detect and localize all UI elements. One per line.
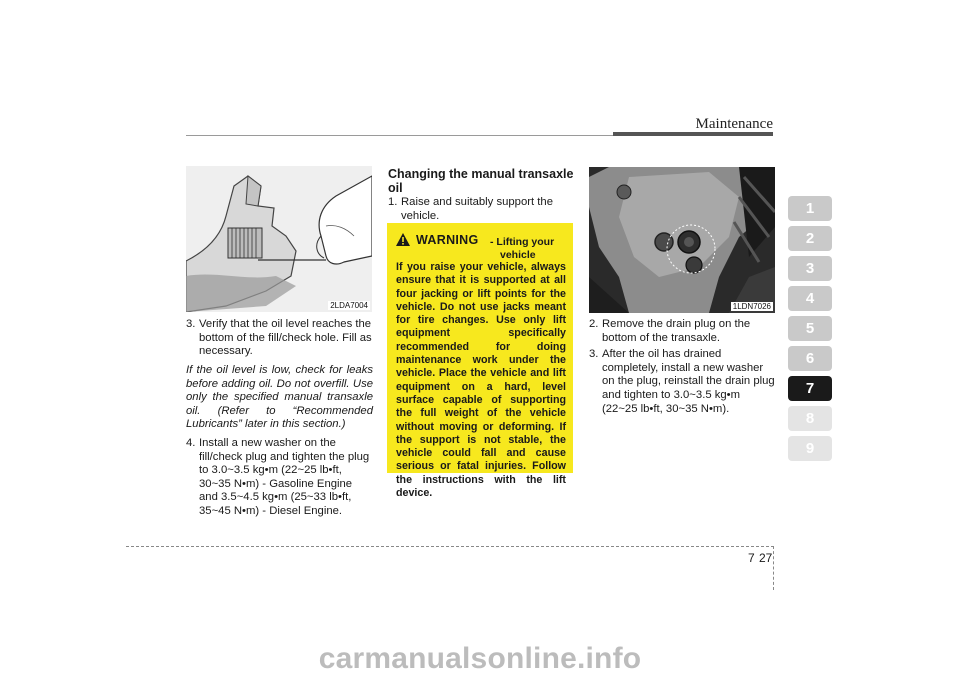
warning-box xyxy=(387,223,573,500)
chapter-tab-2[interactable]: 2 xyxy=(788,226,832,251)
page-section-title: Maintenance xyxy=(695,116,773,132)
chapter-tab-6[interactable]: 6 xyxy=(788,346,832,371)
step-text: After the oil has drained completely, install a new washer on the plug, reinstall the drain plug and tighten to 3.0~3.5 kg•m (22~25 lb•ft, 30~35 N•m). xyxy=(602,348,775,415)
step-text: Install a new washer on the fill/check plug and tighten the plug to 3.0~3.5 kg•m (22~25 lb•ft, 30~35 N•m) - Gasoline Engine and 3.5~4.5 kg•m (25~33 lb•ft, 35~45 N•m) - Diesel Engine. xyxy=(199,437,370,517)
chapter-tab-3[interactable]: 3 xyxy=(788,256,832,281)
figure-code: 2LDA7004 xyxy=(330,301,368,310)
page-number: 27 xyxy=(759,551,773,565)
step-3-left xyxy=(186,318,373,360)
drain-plug-drawing xyxy=(589,167,775,313)
step-text: Raise and suitably support the vehicle. xyxy=(401,196,553,222)
footer-vertical-rule xyxy=(773,546,774,590)
right-column xyxy=(589,318,775,416)
chapter-tab-8[interactable]: 8 xyxy=(788,406,832,431)
chapter-tab-4[interactable]: 4 xyxy=(788,286,832,311)
drain-plug-photo xyxy=(589,167,775,313)
section-heading: Changing the manual transaxle oil xyxy=(388,167,574,195)
page-chapter-number: 7 xyxy=(748,551,755,565)
watermark: carmanualsonline.info xyxy=(318,642,642,675)
step-4-left xyxy=(186,437,373,519)
header-rule-accent xyxy=(613,132,773,136)
figure-code: 1LDN7026 xyxy=(732,302,771,311)
step-text: Verify that the oil level reaches the bottom of the fill/check hole. Fill as necessary. xyxy=(199,318,372,358)
fill-check-drawing xyxy=(186,166,372,312)
footer-rule xyxy=(126,546,774,547)
warning-title: WARNING xyxy=(416,233,479,247)
step-number: 4. xyxy=(186,437,196,449)
step-1-middle xyxy=(388,196,574,223)
step-number: 2. xyxy=(589,318,599,330)
step-number: 1. xyxy=(388,196,398,208)
chapter-tab-1[interactable]: 1 xyxy=(788,196,832,221)
chapter-tab-9[interactable]: 9 xyxy=(788,436,832,461)
warning-triangle-icon xyxy=(396,233,410,246)
header-rule xyxy=(186,135,613,136)
warning-subtitle: - Lifting your xyxy=(490,236,555,248)
warning-subtitle-line2: vehicle xyxy=(500,249,536,261)
fill-check-illustration xyxy=(186,166,372,312)
step-number: 3. xyxy=(186,318,196,330)
step-2-right xyxy=(589,318,775,345)
step-text: Remove the drain plug on the bottom of the transaxle. xyxy=(602,318,751,344)
chapter-tab-5[interactable]: 5 xyxy=(788,316,832,341)
chapter-tabs xyxy=(788,196,832,466)
step-3-right xyxy=(589,348,775,416)
warning-text: If you raise your vehicle, always ensure that it is supported at all four jacking or lift points for the vehicle. Do not use jacks meant for tire changes. Use only lift equipment specifically recommended for doing maintenance work under the vehicle. Place the vehicle and lift equipment on a hard, level surface capable of supporting the full weight of the vehicle without moving or deforming. If the support is not stable, the vehicle could fall and cause serious or fatal injuries. Follow the instructions with the lift device. xyxy=(396,261,566,500)
left-column xyxy=(186,318,373,519)
oil-level-note: If the oil level is low, check for leaks before adding oil. Do not overfill. Use only the specified manual transaxle oil. (Refer to “Recommended Lubricants” later in this section.) xyxy=(186,364,373,431)
chapter-tab-7[interactable]: 7 xyxy=(788,376,832,401)
step-number: 3. xyxy=(589,348,599,361)
